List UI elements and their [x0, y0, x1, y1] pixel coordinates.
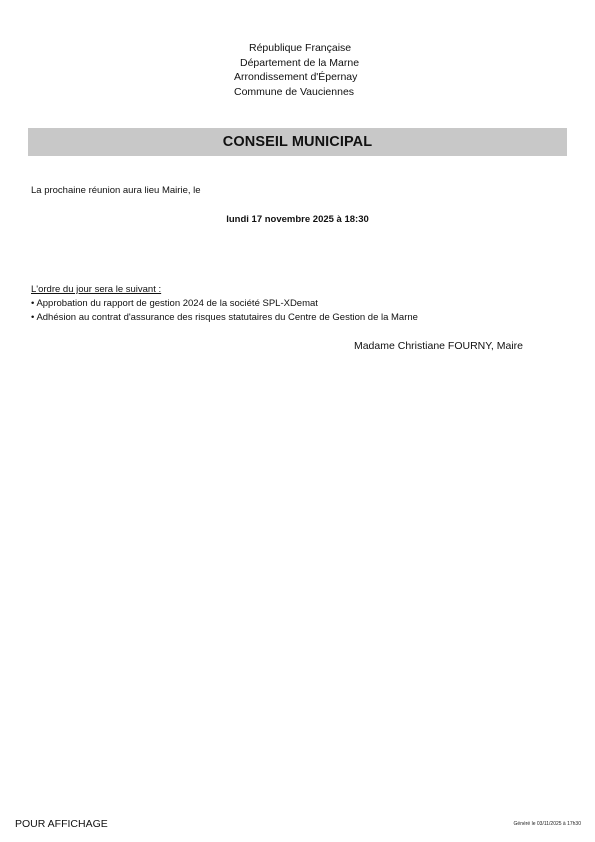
posting-label: POUR AFFICHAGE	[15, 818, 108, 830]
agenda-item: • Approbation du rapport de gestion 2024 de la société SPL-XDemat	[31, 298, 318, 309]
document-title: CONSEIL MUNICIPAL	[222, 134, 373, 150]
generated-timestamp: Généré le 03/11/2025 à 17h30	[513, 821, 581, 827]
letterhead-department: Département de la Marne	[240, 57, 360, 69]
meeting-date: lundi 17 novembre 2025 à 18:30	[226, 214, 369, 225]
letterhead-commune: Commune de Vauciennes	[234, 86, 355, 98]
agenda	[31, 283, 418, 325]
title-banner	[28, 128, 567, 156]
mayor-signature: Madame Christiane FOURNY, Maire	[353, 340, 523, 352]
letterhead-arrondissement: Arrondissement d'Épernay	[234, 71, 358, 83]
meeting-intro: La prochaine réunion aura lieu Mairie, le	[31, 185, 201, 196]
agenda-item: • Adhésion au contrat d'assurance des risques statutaires du Centre de Gestion de la Marne	[31, 312, 418, 323]
agenda-heading: L'ordre du jour sera le suivant :	[31, 284, 162, 295]
letterhead-country: République Française	[249, 42, 352, 54]
